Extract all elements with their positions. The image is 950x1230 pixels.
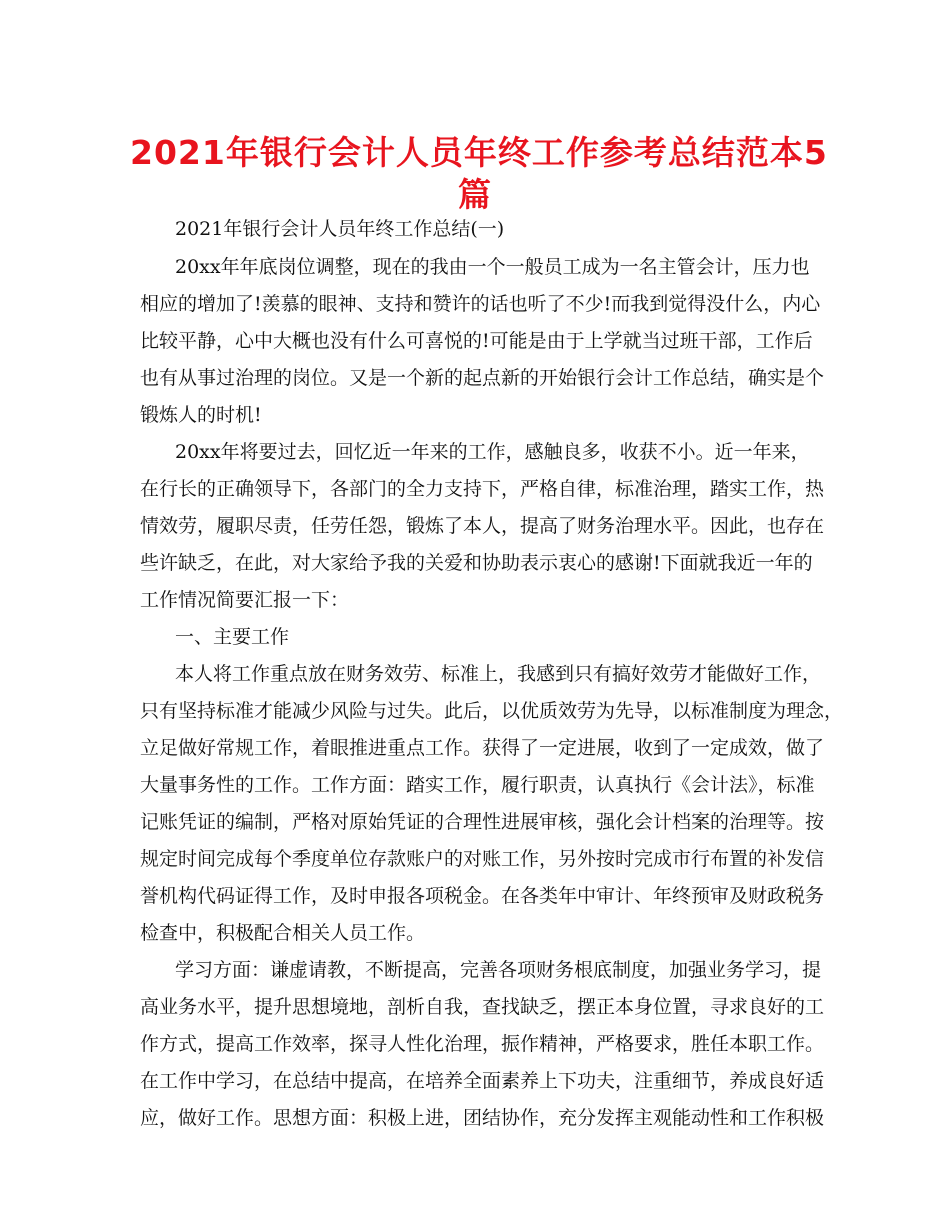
paragraph-line: 工作情况简要汇报一下：: [140, 589, 350, 611]
paragraph-line: 大量事务性的工作。工作方面：踏实工作，履行职责，认真执行《会计法》，标准: [140, 774, 815, 796]
paragraph-line: 20xx年将要过去，回忆近一年来的工作，感触良多，收获不小。近一年来，: [175, 441, 810, 463]
section-heading: 2021年银行会计人员年终工作总结(一): [175, 218, 505, 240]
document-title-line-2: 篇: [458, 175, 492, 214]
paragraph-line: 些许缺乏，在此，对大家给予我的关爱和协助表示衷心的感谢!下面就我近一年的: [140, 552, 813, 574]
paragraph-line: 在工作中学习，在总结中提高，在培养全面素养上下功夫，注重细节，养成良好适: [140, 1070, 825, 1092]
paragraph-line: 只有坚持标准才能减少风险与过失。此后，以优质效劳为先导，以标准制度为理念，: [140, 700, 844, 722]
paragraph-line: 记账凭证的编制，严格对原始凭证的合理性进展审核，强化会计档案的治理等。按: [140, 811, 825, 833]
paragraph-line: 锻炼人的时机!: [140, 404, 262, 426]
paragraph-line: 学习方面：谦虚请教，不断提高，完善各项财务根底制度，加强业务学习，提: [175, 959, 822, 981]
paragraph-line: 高业务水平，提升思想境地，剖析自我，查找缺乏，摆正本身位置，寻求良好的工: [140, 996, 825, 1018]
paragraph-line: 作方式，提高工作效率，探寻人性化治理，振作精神，严格要求，胜任本职工作。: [140, 1033, 825, 1055]
paragraph-line: 20xx年年底岗位调整，现在的我由一个一般员工成为一名主管会计，压力也: [175, 256, 810, 278]
paragraph-line: 检查中，积极配合相关人员工作。: [140, 922, 426, 944]
paragraph-line: 应，做好工作。思想方面：积极上进，团结协作，充分发挥主观能动性和工作积极: [140, 1107, 825, 1129]
paragraph-line: 也有从事过治理的岗位。又是一个新的起点新的开始银行会计工作总结，确实是个: [140, 367, 825, 389]
paragraph-line: 在行长的正确领导下，各部门的全力支持下，严格自律，标准治理，踏实工作，热: [140, 478, 825, 500]
paragraph-line: 立足做好常规工作，着眼推进重点工作。获得了一定进展，收到了一定成效，做了: [140, 737, 825, 759]
paragraph-line: 情效劳，履职尽责，任劳任怨，锻炼了本人，提高了财务治理水平。因此，也存在: [140, 515, 825, 537]
paragraph-line: 比较平静，心中大概也没有什么可喜悦的!可能是由于上学就当过班干部，工作后: [140, 330, 813, 352]
section-heading: 一、主要工作: [175, 626, 290, 648]
paragraph-line: 本人将工作重点放在财务效劳、标准上，我感到只有搞好效劳才能做好工作，: [175, 663, 822, 685]
document-title-line-1: 2021年银行会计人员年终工作参考总结范本5: [130, 133, 828, 172]
paragraph-line: 规定时间完成每个季度单位存款账户的对账工作，另外按时完成市行布置的补发信: [140, 848, 825, 870]
paragraph-line: 誉机构代码证得工作，及时申报各项税金。在各类年中审计、年终预审及财政税务: [140, 885, 825, 907]
paragraph-line: 相应的增加了!羡慕的眼神、支持和赞许的话也听了不少!而我到觉得没什么，内心: [140, 293, 821, 315]
